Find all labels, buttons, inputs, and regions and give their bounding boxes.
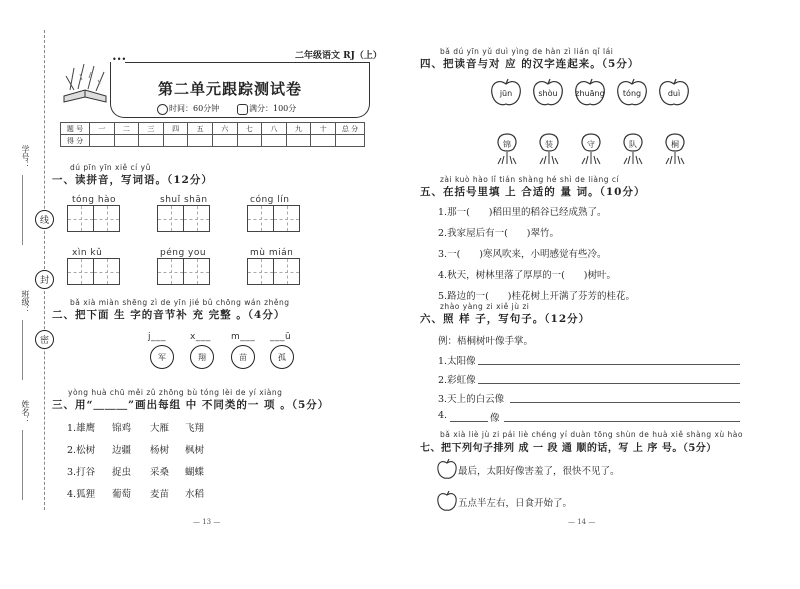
q3-heading: 三、用“＿＿＿”画出每组 中 不同类的一 项 。（5分） bbox=[52, 399, 330, 411]
class-blank[interactable] bbox=[22, 320, 23, 380]
q5-item[interactable]: 2.我家屋后有一( )翠竹。 bbox=[438, 228, 559, 239]
table-cell: 题 号 bbox=[61, 123, 90, 135]
q7-pinyin: bǎ xià liè jù zi pái liè chéng yí duàn tōng shùn de huà xiě shàng xù hào bbox=[440, 430, 743, 439]
header-dots: ••• bbox=[112, 55, 127, 64]
q1-item-pinyin: xìn kǔ bbox=[72, 248, 103, 258]
q3-word[interactable]: 葡萄 bbox=[112, 489, 132, 500]
q7-sentence: 最后，太阳好像害羞了，很快不见了。 bbox=[458, 466, 620, 477]
q6-answer-line[interactable] bbox=[478, 383, 740, 384]
q1-item-pinyin: shuǐ shān bbox=[160, 195, 208, 205]
q3-word[interactable]: 蝴蝶 bbox=[185, 467, 205, 478]
q5-heading: 五、在括号里填 上 合适的 量 词。（10分） bbox=[420, 186, 646, 198]
score-cell[interactable] bbox=[212, 135, 237, 147]
name-label: 姓名： bbox=[21, 400, 30, 424]
q6-heading: 六、照 样 子，写句子。（12分） bbox=[420, 313, 591, 325]
seal-char-xian: 线 bbox=[35, 210, 54, 229]
q4-char[interactable]: 桐 bbox=[671, 139, 679, 149]
seal-char-mi: 密 bbox=[35, 330, 54, 349]
grade-label: 二年级语文 RJ（上） bbox=[295, 51, 382, 61]
table-cell: 一 bbox=[90, 123, 115, 135]
q4-char[interactable]: 装 bbox=[545, 139, 553, 149]
class-label: 班级： bbox=[21, 290, 30, 314]
q6-example: 例：梧桐树叶像手掌。 bbox=[438, 336, 534, 347]
q3-word[interactable]: 麦苗 bbox=[150, 489, 170, 500]
q6-answer-line[interactable] bbox=[504, 421, 740, 422]
book-illustration bbox=[58, 60, 113, 110]
q4-char[interactable]: 守 bbox=[587, 139, 595, 149]
q6-answer-line[interactable] bbox=[478, 364, 740, 365]
right-page-number: — 14 — bbox=[568, 518, 596, 526]
q3-word[interactable]: 大雁 bbox=[150, 423, 170, 434]
q3-word[interactable]: 3.打谷 bbox=[67, 467, 96, 478]
page-title: 第二单元跟踪测试卷 bbox=[158, 80, 303, 98]
q4-char[interactable]: 锦 bbox=[503, 139, 511, 149]
q1-heading: 一、读拼音，写词语。（12分） bbox=[52, 174, 213, 186]
q4-heading: 四、把读音与对 应 的汉字连起来。（5分） bbox=[420, 58, 640, 70]
time-label: 时间：60分钟 bbox=[169, 104, 220, 113]
q5-item[interactable]: 4.秋天，树林里落了厚厚的一( )树叶。 bbox=[438, 270, 616, 281]
q5-item[interactable]: 1.那一( )稻田里的稻谷已经成熟了。 bbox=[438, 207, 607, 218]
q3-word[interactable]: 水稻 bbox=[185, 489, 205, 500]
q1-pinyin: dú pīn yīn xiě cí yǔ bbox=[70, 163, 151, 172]
score-cell[interactable] bbox=[262, 135, 287, 147]
q6-item-label: 1.太阳像 bbox=[438, 356, 476, 367]
q4-pinyin-item[interactable]: tóng bbox=[622, 88, 642, 98]
q3-word[interactable]: 捉虫 bbox=[112, 467, 132, 478]
q6-subject-line[interactable] bbox=[450, 421, 488, 422]
q3-word[interactable]: 边疆 bbox=[112, 445, 132, 456]
q2-apple-char: 苗 bbox=[231, 345, 255, 369]
q2-prompt[interactable]: ___ū bbox=[270, 332, 292, 342]
table-cell: 十 bbox=[311, 123, 336, 135]
table-cell: 总 分 bbox=[336, 123, 365, 135]
q7-sentence: 五点半左右，日食开始了。 bbox=[458, 498, 573, 509]
q3-word[interactable]: 飞翔 bbox=[185, 423, 205, 434]
score-cell[interactable] bbox=[163, 135, 188, 147]
q3-word[interactable]: 杨树 bbox=[150, 445, 170, 456]
score-cell[interactable] bbox=[188, 135, 213, 147]
q6-item-label: 4. bbox=[438, 410, 448, 421]
table-cell: 二 bbox=[114, 123, 139, 135]
table-cell: 五 bbox=[188, 123, 213, 135]
table-cell: 四 bbox=[163, 123, 188, 135]
q2-heading: 二、把下面 生 字的音节补 充 完整 。（4分） bbox=[52, 309, 286, 321]
table-cell: 七 bbox=[237, 123, 262, 135]
writing-grid[interactable] bbox=[67, 258, 120, 285]
q1-item-pinyin: péng you bbox=[160, 248, 207, 258]
table-cell: 八 bbox=[262, 123, 287, 135]
left-page-number: — 13 — bbox=[193, 518, 221, 526]
clock-icon bbox=[157, 104, 168, 115]
score-cell[interactable] bbox=[237, 135, 262, 147]
q1-item-pinyin: mù mián bbox=[250, 248, 294, 258]
score-table-score-row bbox=[61, 135, 365, 147]
q3-word[interactable]: 4.狐狸 bbox=[67, 489, 96, 500]
score-table bbox=[60, 122, 365, 147]
q2-apple-char: 军 bbox=[150, 345, 174, 369]
score-icon bbox=[237, 104, 248, 115]
apple-order-box[interactable] bbox=[436, 490, 458, 512]
q2-apple-char: 孤 bbox=[270, 345, 294, 369]
apple-order-box[interactable] bbox=[436, 458, 458, 480]
score-cell[interactable] bbox=[90, 135, 115, 147]
q4-pinyin-item[interactable]: shòu bbox=[538, 88, 558, 98]
score-cell[interactable] bbox=[139, 135, 164, 147]
score-table-header-row bbox=[61, 123, 365, 135]
q7-heading: 七、把下列句子排列 成 一 段 通 顺的话，写 上 序 号。（5分） bbox=[420, 443, 717, 454]
q4-char[interactable]: 队 bbox=[629, 139, 637, 149]
q6-item-label: 像 bbox=[490, 413, 500, 424]
q2-apple-char: 翔 bbox=[190, 345, 214, 369]
q6-item-label: 3.天上的白云像 bbox=[438, 394, 505, 405]
table-cell: 三 bbox=[139, 123, 164, 135]
writing-grid[interactable] bbox=[67, 205, 120, 232]
table-cell: 六 bbox=[212, 123, 237, 135]
q3-word[interactable]: 2.松树 bbox=[67, 445, 96, 456]
q3-word[interactable]: 采桑 bbox=[150, 467, 170, 478]
q5-item[interactable]: 5.路边的一( )桂花树上开满了芬芳的桂花。 bbox=[438, 291, 635, 302]
q3-word[interactable]: 锦鸡 bbox=[112, 423, 132, 434]
q1-item-pinyin: tóng hào bbox=[72, 195, 117, 205]
writing-grid[interactable] bbox=[157, 258, 210, 285]
q6-pinyin: zhào yàng zi xiě jù zi bbox=[440, 302, 530, 311]
q2-prompt[interactable]: j___ bbox=[148, 332, 167, 342]
q3-word[interactable]: 1.雄鹰 bbox=[67, 423, 96, 434]
table-cell: 得 分 bbox=[61, 135, 90, 147]
q4-pinyin-item[interactable]: zhuāng bbox=[575, 88, 605, 98]
score-cell[interactable] bbox=[336, 135, 365, 147]
score-cell[interactable] bbox=[114, 135, 139, 147]
q2-pinyin: bǎ xià miàn shēng zì de yīn jié bǔ chōng wán zhěng bbox=[70, 298, 290, 307]
q4-pinyin-item[interactable]: jūn bbox=[499, 88, 513, 98]
q5-pinyin: zài kuò hào lǐ tián shàng hé shì de liàng cí bbox=[440, 175, 620, 184]
q6-item-label: 2.彩虹像 bbox=[438, 375, 476, 386]
writing-grid[interactable] bbox=[247, 205, 300, 232]
score-label: 满分：100分 bbox=[249, 104, 297, 113]
q3-word[interactable]: 枫树 bbox=[185, 445, 205, 456]
q4-pinyin-item[interactable]: duì bbox=[667, 88, 681, 98]
q6-answer-line[interactable] bbox=[510, 402, 740, 403]
writing-grid[interactable] bbox=[157, 205, 210, 232]
q4-pinyin: bǎ dú yīn yǔ duì yìng de hàn zì lián qǐ lái bbox=[440, 47, 614, 56]
name-blank[interactable] bbox=[22, 430, 23, 500]
student-number-blank[interactable] bbox=[22, 175, 23, 245]
table-cell: 九 bbox=[286, 123, 311, 135]
q5-item[interactable]: 3.一( )寒风吹来，小明感觉有些冷。 bbox=[438, 249, 607, 260]
q3-pinyin: yòng huà chū měi zǔ zhōng bù tóng lèi de yí xiàng bbox=[68, 388, 283, 397]
q2-prompt[interactable]: x___ bbox=[190, 332, 211, 342]
score-cell[interactable] bbox=[311, 135, 336, 147]
q1-item-pinyin: cóng lín bbox=[250, 195, 290, 205]
score-cell[interactable] bbox=[286, 135, 311, 147]
seal-char-feng: 封 bbox=[35, 270, 54, 289]
student-number-label: 学号： bbox=[21, 145, 30, 169]
writing-grid[interactable] bbox=[247, 258, 300, 285]
q2-prompt[interactable]: m___ bbox=[231, 332, 256, 342]
